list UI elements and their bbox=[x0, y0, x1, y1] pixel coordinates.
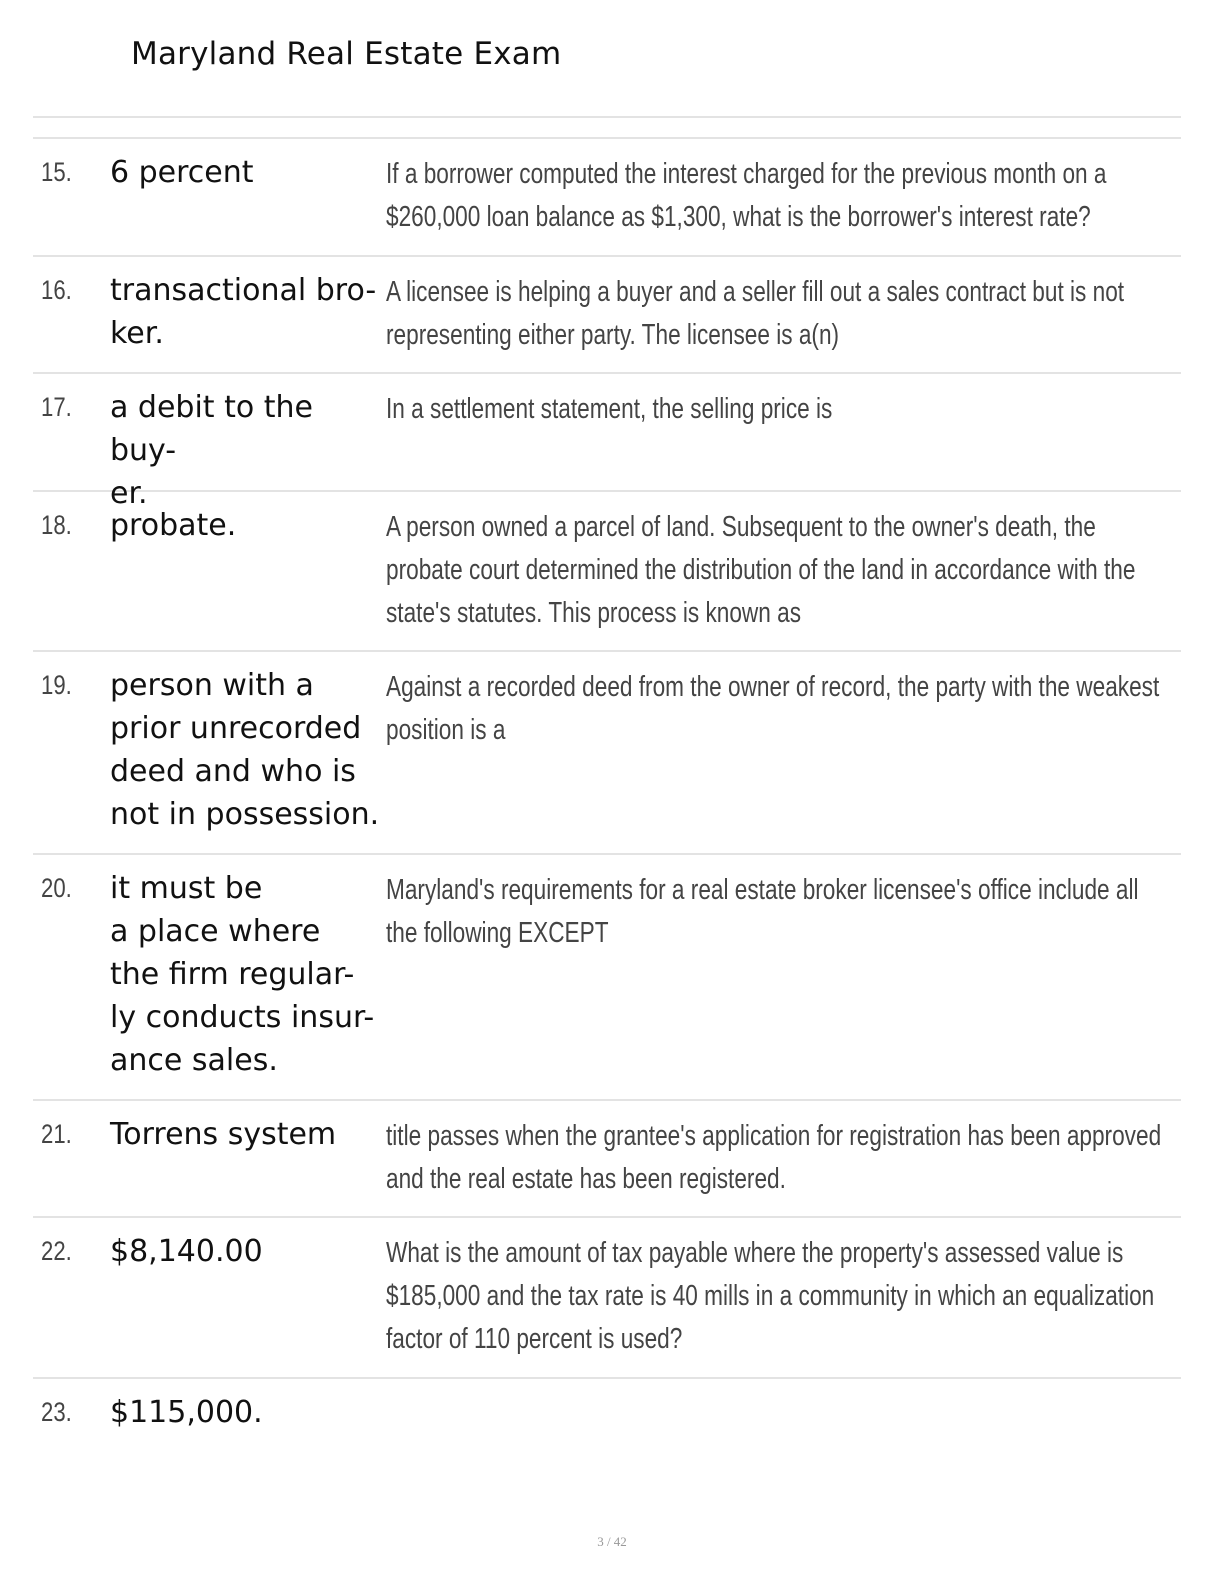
card-definition: Maryland's requirements for a real estate broker licensee's office include all the following EXCEPT bbox=[386, 874, 1139, 949]
card-term: it must be a place where the firm regular- ly conducts insur- ance sales. bbox=[110, 871, 375, 1078]
card-definition: title passes when the grantee's application for registration has been approved and the real estate has been registered. bbox=[386, 1120, 1162, 1195]
card-number: 21. bbox=[41, 1119, 72, 1149]
card-definition: What is the amount of tax payable where the property's assessed value is $185,000 and the tax rate is 40 mills in a community in which an equalization factor of 110 percent is used? bbox=[386, 1237, 1155, 1355]
page-indicator: 3 / 42 bbox=[597, 1534, 627, 1549]
card-definition: A person owned a parcel of land. Subsequent to the owner's death, the probate court determined the distribution of the land in accordance with the state's statutes. This process is known as bbox=[386, 511, 1136, 629]
flashcard-row bbox=[33, 492, 1181, 652]
page-title: Maryland Real Estate Exam bbox=[131, 36, 562, 72]
flashcard-row bbox=[33, 139, 1181, 257]
card-number: 23. bbox=[41, 1397, 72, 1427]
card-term: $8,140.00 bbox=[110, 1234, 263, 1269]
card-definition: If a borrower computed the interest charged for the previous month on a $260,000 loan balance as $1,300, what is the borrower's interest rate? bbox=[386, 158, 1107, 233]
header-divider bbox=[33, 116, 1181, 118]
card-definition: A licensee is helping a buyer and a seller fill out a sales contract but is not representing either party. The licensee is a(n) bbox=[386, 276, 1125, 351]
card-term: transactional bro- ker. bbox=[110, 273, 377, 351]
card-term: 6 percent bbox=[110, 155, 254, 190]
card-number: 19. bbox=[41, 670, 72, 700]
flashcard-row bbox=[33, 1218, 1181, 1379]
card-number: 20. bbox=[41, 873, 72, 903]
card-number: 17. bbox=[41, 392, 72, 422]
flashcard-row bbox=[33, 374, 1181, 511]
card-number: 18. bbox=[41, 510, 72, 540]
card-number: 22. bbox=[41, 1236, 72, 1266]
card-definition: In a settlement statement, the selling price is bbox=[386, 393, 833, 425]
card-term: person with a prior unrecorded deed and who is not in possession. bbox=[110, 668, 380, 832]
flashcard-row bbox=[33, 257, 1181, 374]
card-term: probate. bbox=[110, 508, 237, 543]
flashcard-list bbox=[33, 139, 1181, 1459]
flashcard-row bbox=[33, 652, 1181, 855]
card-term: a debit to the buy- er. bbox=[110, 390, 313, 511]
card-number: 15. bbox=[41, 157, 72, 187]
flashcard-row bbox=[33, 855, 1181, 1101]
card-term: $115,000. bbox=[110, 1395, 263, 1430]
flashcard-row bbox=[33, 1379, 1181, 1459]
card-definition: Against a recorded deed from the owner of record, the party with the weakest position is a bbox=[386, 671, 1160, 746]
card-number: 16. bbox=[41, 275, 72, 305]
flashcard-row bbox=[33, 1101, 1181, 1218]
card-term: Torrens system bbox=[110, 1117, 337, 1152]
